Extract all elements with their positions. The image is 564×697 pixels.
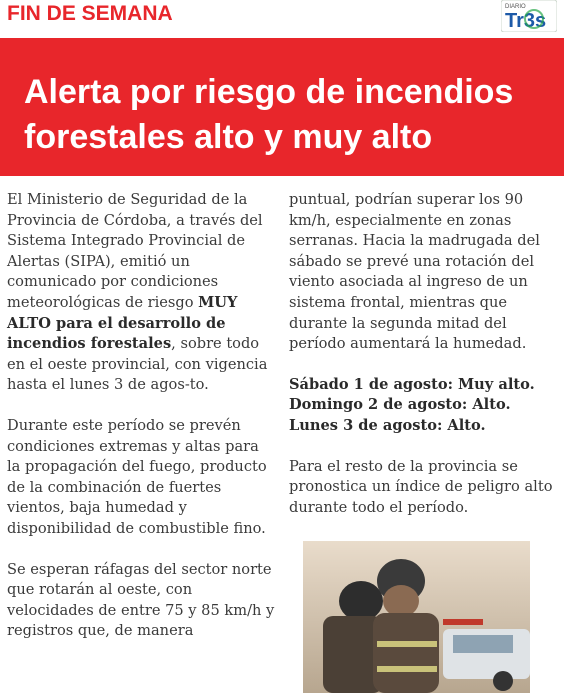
section-name: FIN DE SEMANA bbox=[7, 2, 173, 25]
forecast-monday: Lunes 3 de agosto: Alto. bbox=[289, 416, 486, 434]
article-title: Alerta por riesgo de incendios forestales alto y muy alto bbox=[24, 73, 514, 156]
intro-text-end: , sobre todo en el oeste provincial, con vigencia hasta el lunes 3 de agos-to. bbox=[7, 335, 268, 394]
logo-text: Tr3s bbox=[505, 10, 547, 32]
right-column bbox=[289, 190, 557, 538]
firefighters-photo bbox=[303, 541, 530, 693]
paragraph-intro bbox=[7, 190, 275, 396]
forecast-sunday: Domingo 2 de agosto: Alto. bbox=[289, 396, 511, 414]
paragraph-rest-province: Para el resto de la provincia se pronostica un índice de peligro alto durante todo el período. bbox=[289, 457, 553, 516]
publication-logo bbox=[501, 0, 557, 32]
logo-small-text: DIARIO bbox=[505, 4, 526, 10]
forecast-saturday: Sábado 1 de agosto: Muy alto. bbox=[289, 375, 535, 393]
forecast-list bbox=[289, 375, 557, 437]
intro-text: El Ministerio de Seguridad de la Provincia de Córdoba, a través del Sistema Integrado Provincial de Alertas (SIPA), emitió un comunicado por condiciones meteorológicas de riesgo bbox=[7, 191, 263, 311]
paragraph-wind-continued: puntual, podrían superar los 90 km/h, especialmente en zonas serranas. Hacia la madrugada del sábado se prevé una rotación del viento asociada al ingreso de un sistema frontal, mientras que durante la segunda mitad del período aumentará la humedad. bbox=[289, 191, 540, 353]
left-column bbox=[7, 190, 275, 662]
paragraph-conditions: Durante este período se prevén condiciones extremas y altas para la propagación del fuego, producto de la combinación de fuertes vientos, baja humedad y disponibilidad de combustible fino. bbox=[7, 416, 267, 537]
intro-highlight: MUY ALTO para el desarrollo de incendios forestales bbox=[7, 293, 238, 353]
paragraph-wind: Se esperan ráfagas del sector norte que rotarán al oeste, con velocidades de entre 75 y 85 km/h y registros que, de manera bbox=[7, 560, 275, 640]
section-label bbox=[7, 2, 173, 26]
